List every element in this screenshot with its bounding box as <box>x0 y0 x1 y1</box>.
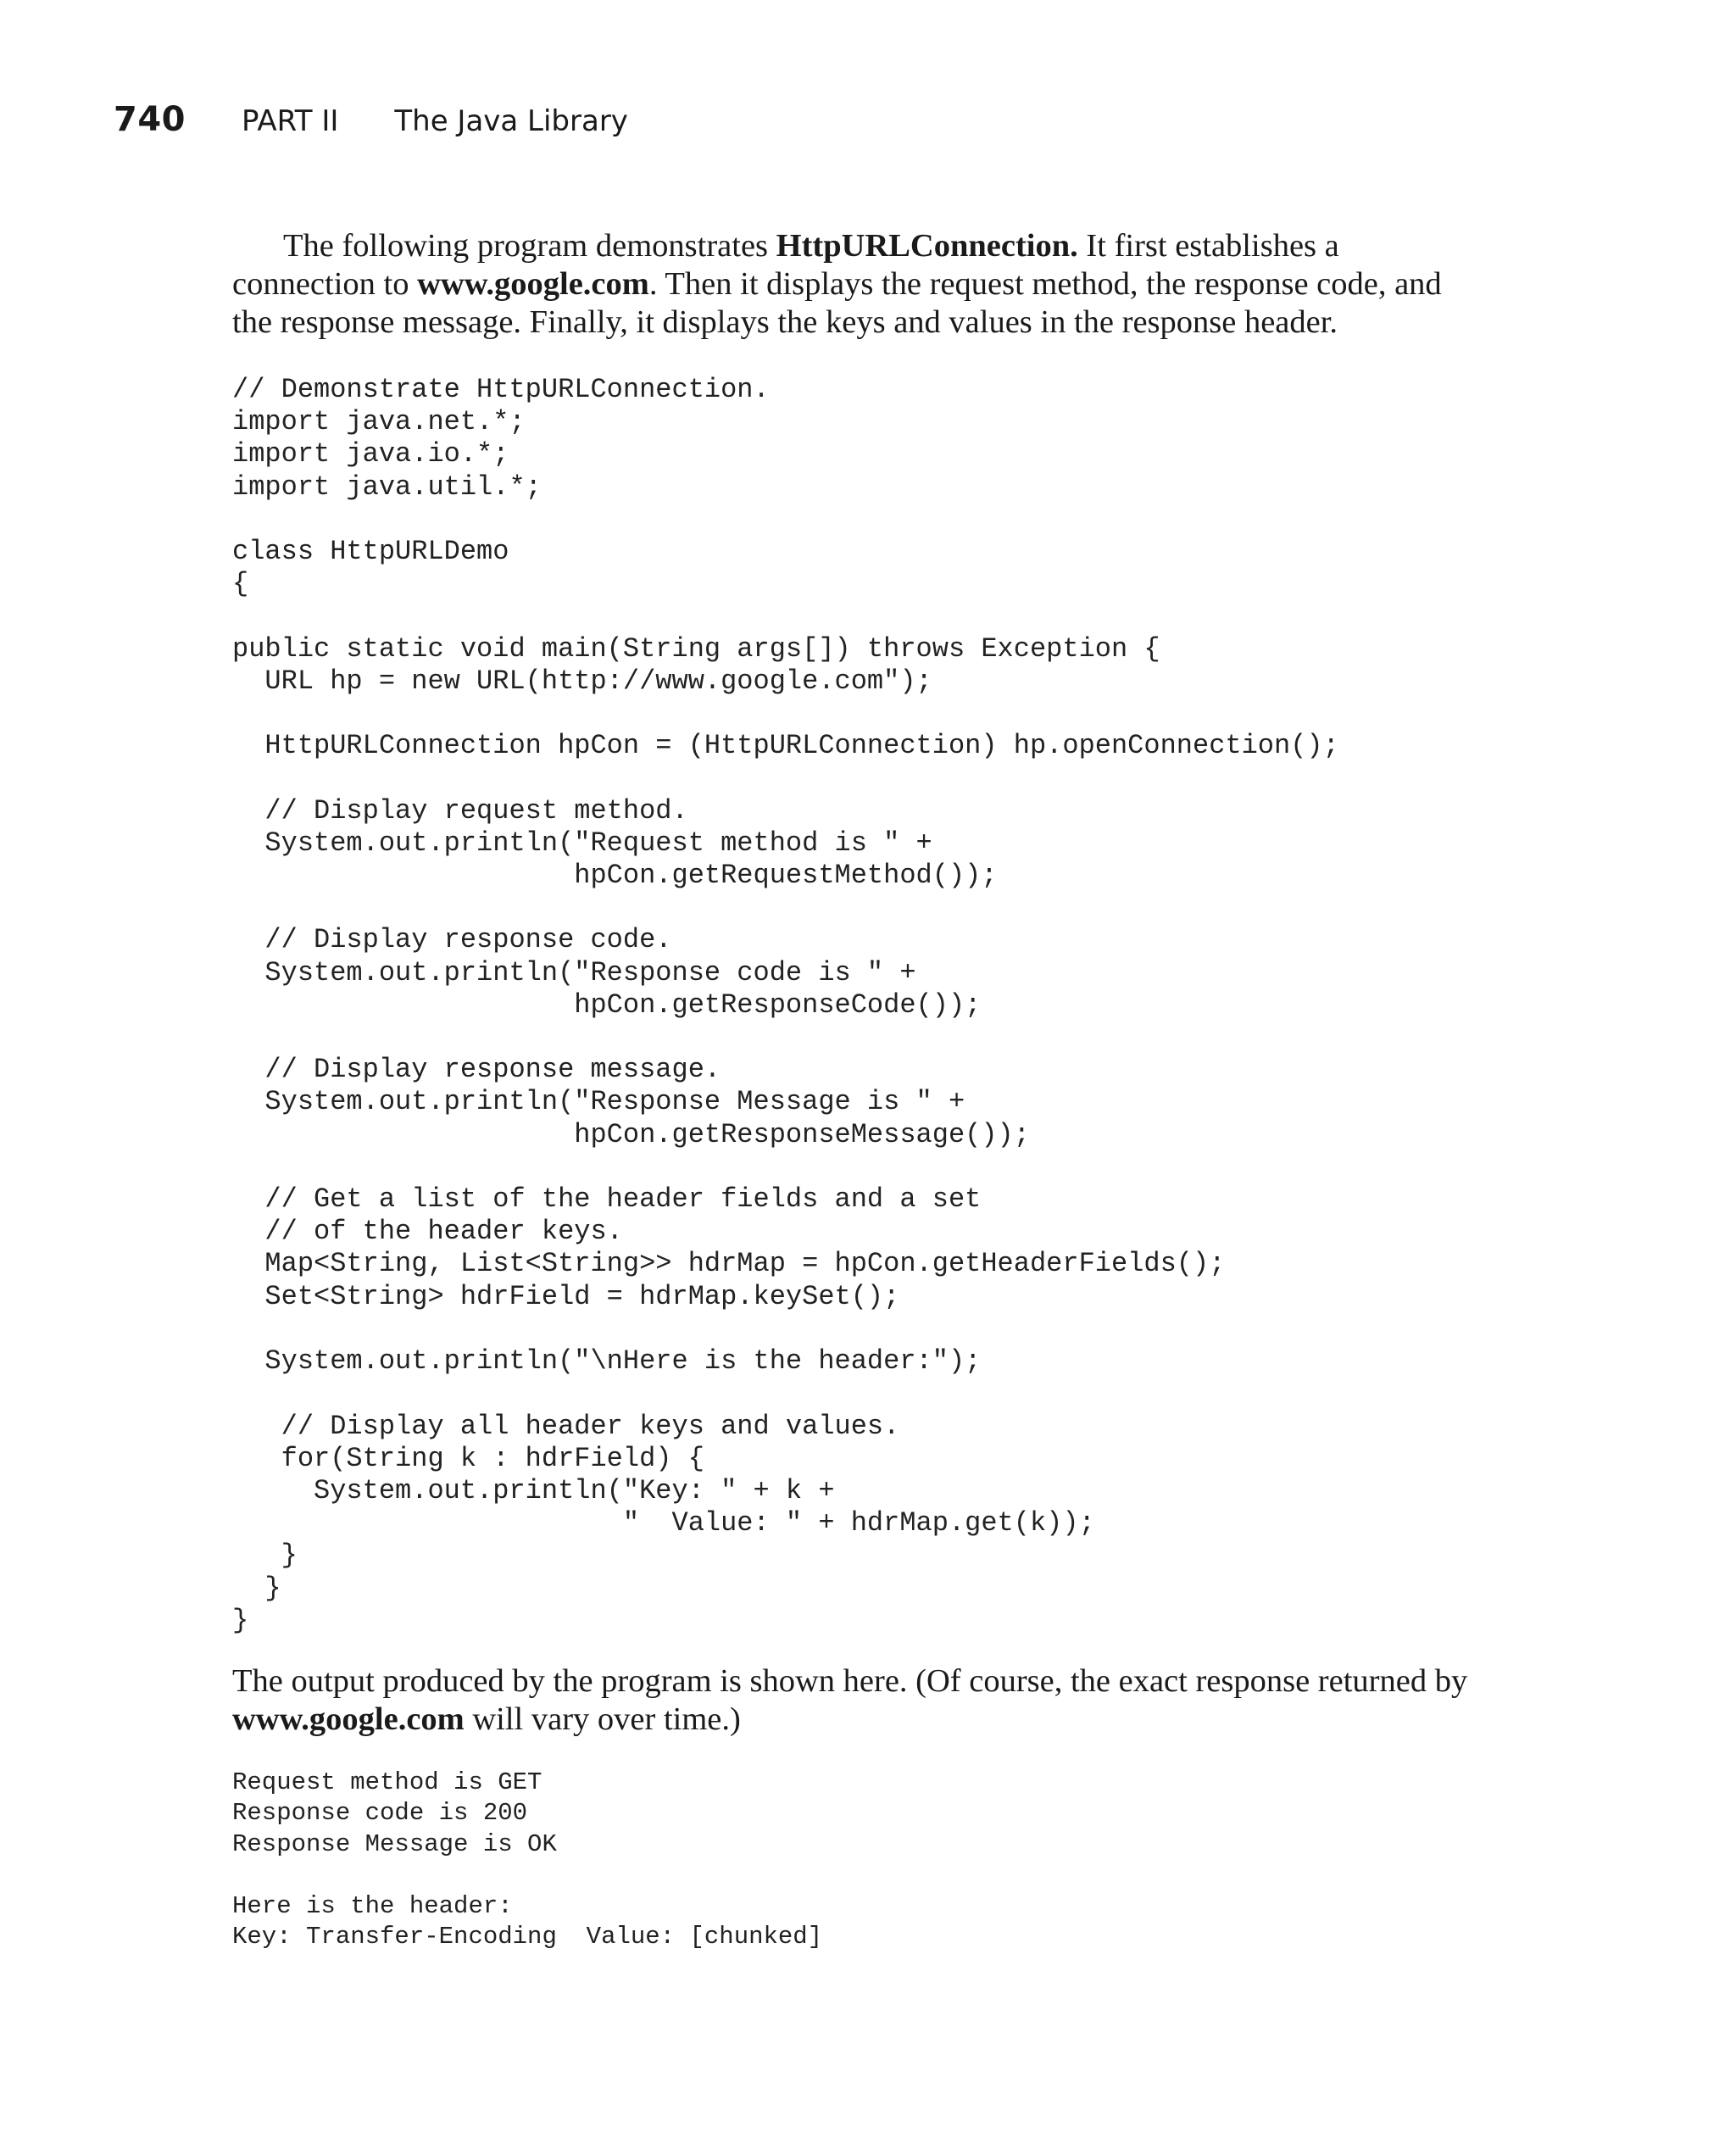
section-title: The Java Library <box>394 104 628 138</box>
running-head <box>114 100 628 151</box>
outro-text-1: The output produced by the program is shown here. (Of course, the exact response returned by <box>232 1662 1468 1699</box>
code-line: // Display request method. <box>232 794 688 827</box>
code-line: HttpURLConnection hpCon = (HttpURLConnection) hp.openConnection(); <box>232 730 1339 762</box>
code-line: System.out.println("\nHere is the header:"); <box>232 1345 982 1378</box>
code-line: // of the header keys. <box>232 1216 623 1248</box>
url-bold: www.google.com <box>417 266 649 302</box>
class-name-bold: HttpURLConnection. <box>776 228 1078 264</box>
url-bold: www.google.com <box>232 1701 465 1737</box>
code-line: // Display all header keys and values. <box>232 1410 900 1442</box>
code-line: } <box>232 1539 298 1572</box>
code-line: Map<String, List<String>> hdrMap = hpCon.getHeaderFields(); <box>232 1248 1226 1280</box>
outro-text-2: will vary over time.) <box>464 1701 741 1737</box>
code-line: import java.io.*; <box>232 438 509 470</box>
output-line: Response Message is OK <box>232 1829 557 1858</box>
code-line: { <box>232 568 249 600</box>
intro-paragraph <box>232 227 1470 342</box>
code-line: System.out.println("Request method is " + <box>232 827 932 859</box>
code-line: } <box>232 1604 249 1636</box>
part-label: PART II <box>242 104 339 138</box>
output-line: Key: Transfer-Encoding Value: [chunked] <box>232 1923 823 1951</box>
code-line: } <box>232 1572 281 1604</box>
code-line: System.out.println("Response Message is " + <box>232 1086 965 1118</box>
code-line: hpCon.getResponseCode()); <box>232 988 982 1021</box>
output-line: Here is the header: <box>232 1891 513 1920</box>
code-line: public static void main(String args[]) throws Exception { <box>232 632 1160 665</box>
code-line: class HttpURLDemo <box>232 536 509 568</box>
code-line: hpCon.getRequestMethod()); <box>232 860 998 892</box>
intro-text-2: It first establishes a connection to <box>232 228 1339 302</box>
code-line: hpCon.getResponseMessage()); <box>232 1118 1030 1150</box>
code-line: // Display response code. <box>232 924 672 956</box>
program-listing <box>232 374 1470 1637</box>
code-line: System.out.println("Response code is " + <box>232 956 916 988</box>
code-line: for(String k : hdrField) { <box>232 1442 704 1474</box>
intro-text-3: . Then it displays the request method, the response code, and the response message. Finally, it displays the keys and values in the response header. <box>232 266 1442 340</box>
code-line: import java.util.*; <box>232 470 542 503</box>
code-line: " Value: " + hdrMap.get(k)); <box>232 1507 1095 1539</box>
code-line: Set<String> hdrField = hdrMap.keySet(); <box>232 1280 900 1312</box>
code-line: // Display response message. <box>232 1054 721 1086</box>
code-line: System.out.println("Key: " + k + <box>232 1474 835 1506</box>
output-line: Request method is GET <box>232 1768 542 1796</box>
output-line: Response code is 200 <box>232 1799 528 1828</box>
page-number: 740 <box>114 100 186 139</box>
output-paragraph <box>232 1662 1470 1739</box>
code-line: URL hp = new URL(http://www.google.com"); <box>232 665 932 697</box>
program-output <box>232 1768 1470 1953</box>
code-line: // Demonstrate HttpURLConnection. <box>232 374 770 405</box>
code-line: // Get a list of the header fields and a set <box>232 1183 982 1216</box>
page-body <box>232 227 1470 1953</box>
intro-text-1: The following program demonstrates <box>283 228 776 264</box>
code-line: import java.net.*; <box>232 406 526 438</box>
